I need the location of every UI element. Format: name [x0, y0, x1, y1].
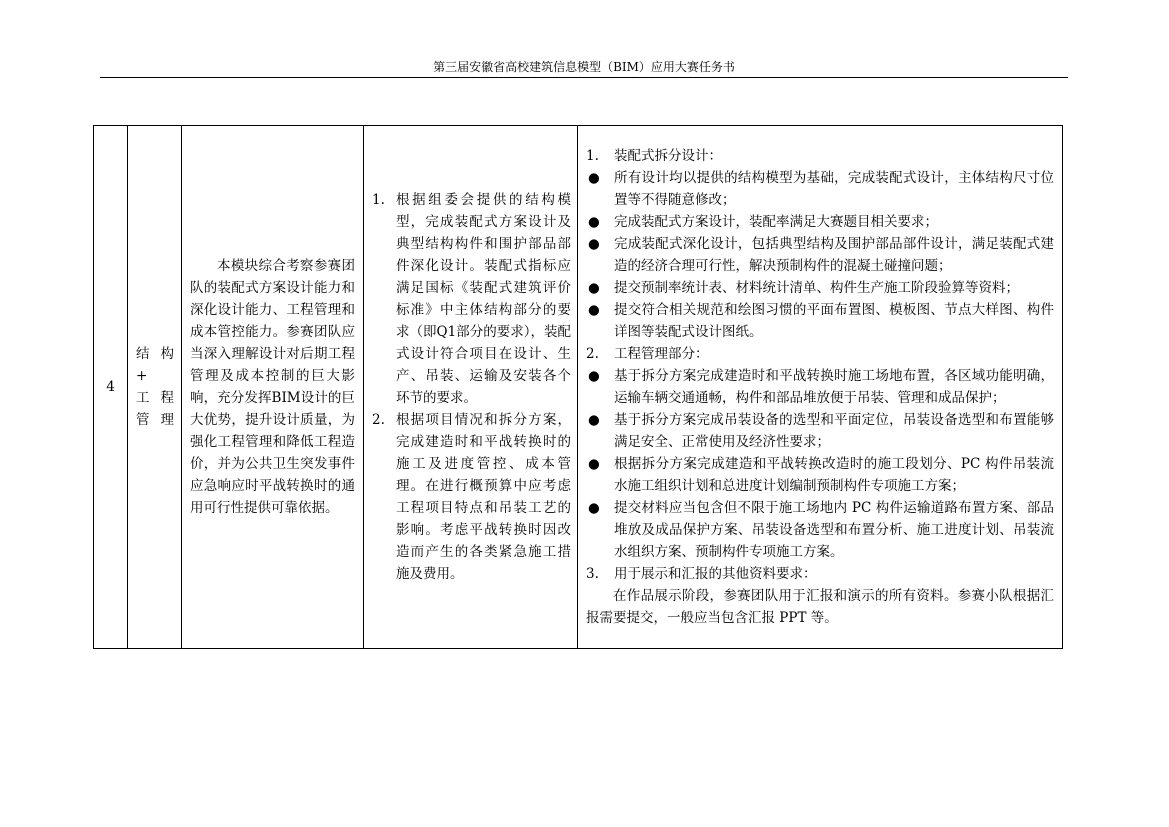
bullet-icon: ●: [588, 302, 600, 318]
bullet-text: 基于拆分方案完成吊装设备的选型和平面定位，吊装设备选型和布置能够满足安全、正常使用及经济性要求；: [614, 412, 1054, 450]
page-header: 第三届安徽省高校建筑信息模型（BIM）应用大赛任务书: [433, 60, 735, 74]
module-name-cell: [128, 126, 182, 649]
section-number: 2.: [586, 346, 599, 362]
details-content: [578, 145, 1062, 629]
bullet-icon: ●: [588, 236, 600, 252]
header-rule: [100, 77, 1068, 78]
bullet-text: 提交预制率统计表、材料统计清单、构件生产施工阶段验算等资料；: [614, 280, 1019, 296]
list-item: [372, 189, 571, 409]
bullet-icon: ●: [588, 214, 600, 230]
bullet-icon: ●: [588, 280, 600, 296]
details-cell: [578, 126, 1063, 649]
bullet-text: 完成装配式方案设计，装配率满足大赛题目相关要求；: [614, 214, 938, 230]
bullet-icon: ●: [588, 368, 600, 384]
list-item: [372, 409, 571, 585]
list-item: [586, 233, 1054, 277]
list-item: [586, 299, 1054, 343]
section-heading: [586, 343, 1054, 365]
bullet-text: 根据拆分方案完成建造和平战转换改造时的施工段划分、PC 构件吊装流水施工组织计划和总进度计划编制预制构件专项施工方案；: [614, 456, 1054, 494]
module-name-line: 结构+: [136, 346, 174, 384]
list-item: [586, 453, 1054, 497]
list-item: [586, 409, 1054, 453]
list-item: [586, 365, 1054, 409]
table-row: [94, 126, 1063, 649]
item-number: 2.: [372, 412, 385, 428]
requirements-list: [364, 189, 577, 585]
item-number: 1.: [372, 192, 385, 208]
section-heading: [586, 145, 1054, 167]
module-name-line: 工 程: [136, 390, 174, 406]
section-paragraph: 在作品展示阶段，参赛团队用于汇报和演示的所有资料。参赛小队根据汇报需要提交，一般应当包含汇报 PPT 等。: [586, 588, 1054, 626]
row-number: 4: [106, 379, 115, 395]
list-item: [586, 497, 1054, 563]
section-title: 装配式拆分设计：: [614, 148, 722, 164]
bullet-text: 基于拆分方案完成建造时和平战转换时施工场地布置，各区域功能明确，运输车辆交通通畅，构件和部品堆放便于吊装、管理和成品保护；: [614, 368, 1054, 406]
bullet-text: 完成装配式深化设计，包括典型结构及围护部品部件设计，满足装配式建造的经济合理可行性，解决预制构件的混凝土碰撞问题；: [614, 236, 1054, 274]
bullet-icon: ●: [588, 412, 600, 428]
bullet-icon: ●: [588, 170, 600, 186]
list-item: [586, 167, 1054, 211]
item-text: 根据项目情况和拆分方案，完成建造时和平战转换时的施工及进度管控、成本管理。在进行概预算中应考虑工程项目特点和吊装工艺的影响。考虑平战转换时因改造而产生的各类紧急施工措施及费用。: [396, 412, 571, 582]
bullet-text: 提交符合相关规范和绘图习惯的平面布置图、模板图、节点大样图、构件详图等装配式设计图纸。: [614, 302, 1054, 340]
row-number-cell: [94, 126, 128, 649]
task-table: [93, 125, 1063, 649]
requirements-cell: [364, 126, 578, 649]
bullet-icon: ●: [588, 500, 600, 516]
section-title: 工程管理部分：: [614, 346, 709, 362]
module-name: [128, 343, 174, 431]
section-title: 用于展示和汇报的其他资料要求：: [614, 566, 817, 582]
list-item: [586, 211, 1054, 233]
section-number: 1.: [586, 148, 599, 164]
description-cell: [182, 126, 364, 649]
module-name-line: 管理: [136, 412, 174, 428]
module-description: 本模块综合考察参赛团队的装配式方案设计能力和深化设计能力、工程管理和成本管控能力。参赛团队应当深入理解设计对后期工程管理及成本控制的巨大影响，充分发挥BIM设计的巨大优势，提升设计质量，为强化工程管理和降低工程造价，并为公共卫生突发事件应急响应时平战转换时的通用可行性提供可靠依据。: [190, 258, 355, 516]
bullet-text: 提交材料应当包含但不限于施工场地内 PC 构件运输道路布置方案、部品堆放及成品保护方案、吊装设备选型和布置分析、施工进度计划、吊装流水组织方案、预制构件专项施工方案。: [614, 500, 1054, 560]
list-item: [586, 277, 1054, 299]
section-heading: [586, 563, 1054, 585]
item-text: 根据组委会提供的结构模型，完成装配式方案设计及典型结构构件和围护部品部件深化设计。装配式指标应满足国标《装配式建筑评价标准》中主体结构部分的要求（即Q1部分的要求），装配式设计符合项目在设计、生产、吊装、运输及安装各个环节的要求。: [396, 192, 571, 406]
bullet-icon: ●: [588, 456, 600, 472]
bullet-text: 所有设计均以提供的结构模型为基础，完成装配式设计，主体结构尺寸位置等不得随意修改；: [614, 170, 1054, 208]
section-number: 3.: [586, 566, 599, 582]
